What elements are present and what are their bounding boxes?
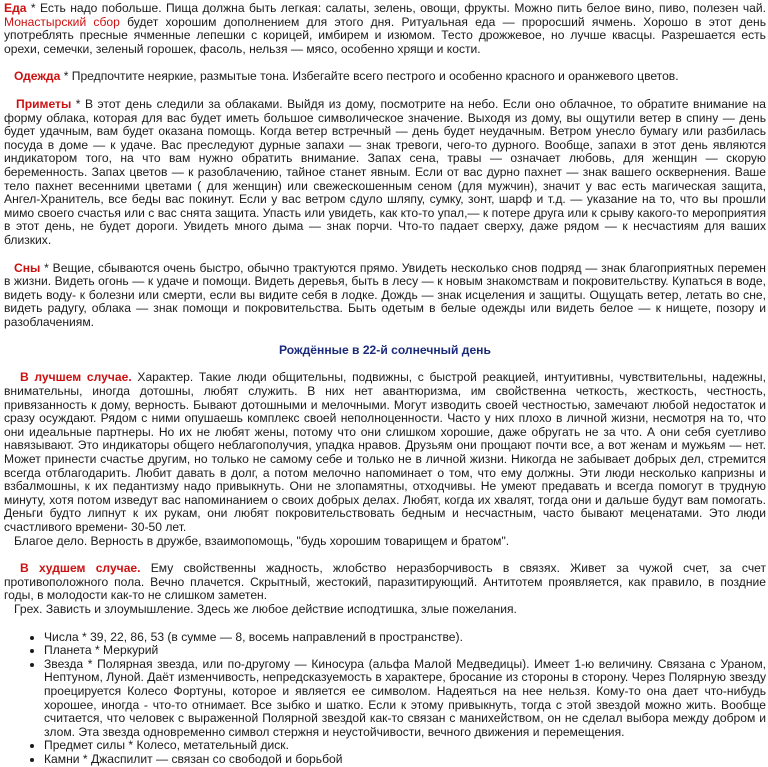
spacer (4, 617, 766, 631)
spacer (4, 357, 766, 371)
good-deed-line: Благое дело. Верность в дружбе, взаимопомощь, "будь хорошим товарищем и братом". (14, 533, 510, 548)
list-item-star: • Звезда * Полярная звезда, или по-другому — Киносура (альфа Малой Медведицы). Имеет 1-ю величину. Связана с Ураном, Нептуном, Луной. Даёт изменчивость, непредсказуемость в характере, бросание из стороны в сторону. Через Полярную звезду проецируется Колесо Фортуны, которое и является ее символом. Надеяться на нее нельзя. Кому-то она дает что-нибудь хорошее, иногда - что-то отнимает. Все зыбко и шатко. Если к этому привыкнуть, тогда с этой звездой можно жить. Вообще считается, что человек с выраженной Полярной звездой как-то связан с манихейством, он не сделал выбора между добром и злом. Эта звезда одновременно символ стержня и неустойчивости, вечного движения и перемещения. (44, 658, 766, 740)
clothing-paragraph (4, 70, 766, 84)
omens-paragraph (4, 98, 766, 248)
monastery-collection-link[interactable]: Монастырский сбор (4, 14, 120, 29)
sin-line: Грех. Зависть и злоумышление. Здесь же любое действие исподтишка, злые пожелания. (14, 601, 517, 616)
dreams-text: * Вещие, сбываются очень быстро, обычно трактуются прямо. Увидеть несколько снов подряд — знак благоприятных перемен в жизни. Видеть огонь — к удаче и помощи. Видеть деревья, быть в лесу — к новым знакомствам и покровительству. Купаться в воде, видеть воду- к болезни или смерти, если вы видите себя в лодке. Дождь — знак исцеления и защиты. Ощущать ветер, летать во сне, видеть радугу, облака — знак помощи и покровительства. Быть одетым в белые одежды или видеть белое — к нищете, позору и разоблачениям. (4, 260, 766, 329)
food-text-2: будет хорошим дополнением для этого дня. Ритуальная еда — проросший ячмень. Хорошо в этот день употреблять пресные ячменные лепешки с корицей, имбирем и изюмом. Тесто дрожжевое, но лучше квасцы. Разрешается есть орехи, семечки, зеленый горошек, фасоль, нельзя — мясо, особенно хрящи и кости. (4, 14, 766, 56)
spacer (4, 329, 766, 343)
worst-case-label: В худшем случае. (20, 561, 141, 576)
list-item-power-object: • Предмет силы * Колесо, метательный диск. (44, 739, 766, 753)
worst-case-text: Ему свойственны жадность, жлобство неразборчивость в связях. Живет за чужой счет, за счет противоположного пола. Вечно плачется. Скрытный, жестокий, паразитирующий. Антитотем проявляется, как правило, в поздние годы, в молодости как-то не слишком заметен. (4, 561, 766, 603)
list-item-planet: • Планета * Меркурий (44, 644, 766, 658)
spacer (4, 84, 766, 98)
omens-label: Приметы (16, 96, 72, 111)
section-heading: Рождённые в 22-й солнечный день (279, 343, 491, 358)
attributes-list (4, 631, 766, 767)
best-case-text: Характер. Такие люди общительны, подвижны, с быстрой реакцией, интуитивны, чувствительны, надежны, внимательны, иногда дотошны, любят служить. В них нет авантюризма, им свойственна четкость, жесткость, честность, привязанность к дому, верность. Бывают дотошными и мелочными. Могут изводить своей честностью, замечают любой недостаток и сразу осуждают. Рядом с ними опушаешь комплекс своей неполноценности. Часто у них плохо в личной жизни, несмотря на то, что они идеальные партнеры. Но их не любят жены, потому что они слишком хорошие, даже обругать не за что. А они себя суетливо навязывают. Это индикаторы общего неблагополучия, упадка нравов. Друзьям они прощают почти все, а вот женам и мужьям — нет. Может принести счастье другим, но только не самому себе и только не в личной жизни. Никогда не забывает добрых дел, стремится всегда отблагодарить. Любит давать в долг, а потом мелочно напоминает о том, что ему должны. Эти люди несколько капризны и взбалмошны, к их педантизму надо привыкнуть. Они не злопамятны, отходчивы. Не умеют предавать и всегда помогут в трудную минуту, хотя потом изведут вас напоминанием о своих добрых делах. Любят, когда их хвалят, тогда они и дальше будут вам помогать. Деньги будто липнут к их рукам, они любят покровительствовать бедным и несчастным, часто бывают меценатами. Это люди счастливого времени- 30-50 лет. (4, 370, 766, 534)
list-item-stones: • Камни * Джаспилит — связан со свободой и борьбой (44, 753, 766, 767)
food-paragraph (4, 2, 766, 56)
food-label: Еда (4, 1, 27, 15)
best-case-label: В лучшем случае. (20, 370, 132, 385)
omens-text: * В этот день следили за облаками. Выйдя из дому, посмотрите на небо. Если оно облачное, то обратите внимание на форму облака, которая для вас будет иметь большое символическое значение. Выходя из дому, вы ощутили ветер в спину — день будет удачным, вам будет оказана помощь. Когда ветер встречный — день будет неудачным. Ветром унесло бумагу или разбилась посуда в доме — к удаче. Вас преследуют дурные запахи — знак тревоги, чего-то дурного. Вообще, запахи в этот день являются индикатором того, на что вам нужно обратить внимание. Запах сена, травы — означает любовь, для женщин — скорую беременность. Запах цветов — к разоблачению, тайное станет явным. Если от вас дурно пахнет — знак вашего осквернения. Ваше тело пахнет весенними цветами ( для женщин) или свежескошенным сеном (для мужчин), значит у вас есть магическая защита, Ангел-Хранитель, все беды вас покинут. Если у вас ветром сдуло шляпу, сумку, зонт, шарф и т.д. — указание на то, что вы прошли мимо своего счастья или с вас снята защита. Упасть или увидеть, как кто-то упал,— к потере друга или к срыву какого-то мероприятия в этот день, не будет дороги. Увидеть много дыма — знак порчи. Что-то падает сверху, даже рядом — к несчастиям для ваших близких. (4, 96, 766, 247)
dreams-paragraph (4, 262, 766, 330)
clothing-label: Одежда (14, 69, 61, 84)
spacer (4, 56, 766, 70)
spacer (4, 248, 766, 262)
spacer (4, 548, 766, 562)
clothing-text: * Предпочтите неяркие, размытые тона. Избегайте всего пестрого и особенно красного и оранжевого цветов. (60, 69, 679, 84)
dreams-label: Сны (14, 260, 41, 275)
food-text: * Есть надо побольше. Пища должна быть легкая: салаты, зелень, овощи, фрукты. Можно пить белое вино, пиво, полезен чай. (26, 1, 766, 15)
best-case-paragraph (4, 371, 766, 534)
list-item-numbers: • Числа * 39, 22, 86, 53 (в сумме — 8, восемь направлений в пространстве). (44, 631, 766, 645)
worst-case-paragraph (4, 562, 766, 603)
